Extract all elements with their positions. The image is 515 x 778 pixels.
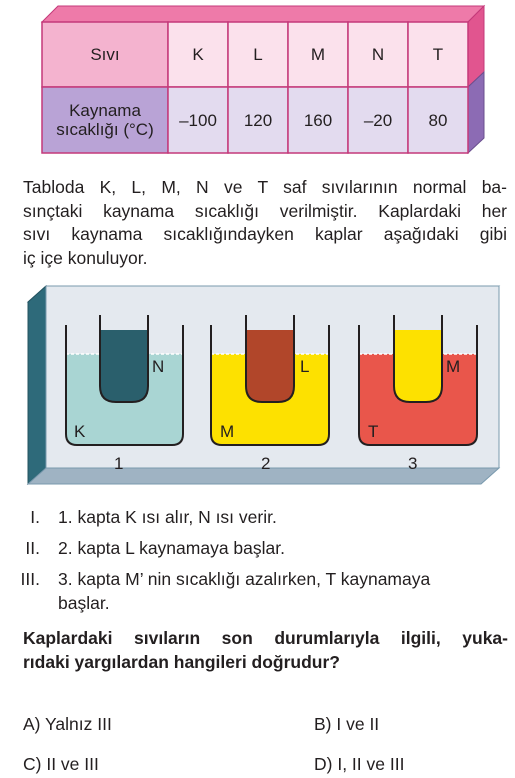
statement-number: I.: [30, 507, 40, 527]
paragraph-line: Tabloda K, L, M, N ve T saf sıvılarının normal ba-: [23, 177, 507, 197]
option-letter: D): [314, 754, 333, 774]
statement-number: III.: [20, 569, 40, 589]
statement-number: II.: [25, 538, 40, 558]
boiling-value-l: 120: [243, 110, 273, 130]
statement-text-continued: başlar.: [58, 593, 110, 613]
table-side-face-purple: [468, 72, 484, 153]
inner-liquid-m: [394, 330, 442, 402]
row2-header-line1: Kaynama: [69, 101, 141, 120]
option-text: II ve III: [46, 754, 99, 774]
option-letter: C): [23, 754, 42, 774]
figure-drawing: [0, 285, 515, 485]
boiling-point-table: [0, 0, 515, 165]
option-text: I ve II: [336, 714, 380, 734]
paragraph-line: sınçtaki kaynama sıcaklığı verilmiştir. Kaplardaki her: [23, 200, 507, 221]
column-name-t: T: [432, 45, 444, 64]
container-number-1: 1: [114, 454, 124, 473]
inner-label-2: L: [300, 357, 310, 376]
boiling-value-k: –100: [179, 110, 217, 130]
statement-2: [0, 537, 515, 561]
column-name-k: K: [192, 45, 204, 64]
option-c[interactable]: [23, 753, 99, 775]
boiling-value-n: –20: [363, 110, 393, 130]
table-top-face: [42, 6, 484, 22]
boiling-value-t: 80: [428, 110, 448, 130]
statement-3: [0, 568, 515, 616]
column-name-n: N: [371, 45, 385, 64]
inner-label-3: M: [446, 357, 461, 376]
outer-label-2: M: [220, 422, 235, 441]
option-letter: B): [314, 714, 332, 734]
option-b[interactable]: [314, 713, 379, 735]
statement-text: 3. kapta M’ nin sıcaklığı azalırken, T kaynamaya: [58, 569, 431, 589]
row1-header-label: Sıvı: [90, 45, 120, 64]
column-name-l: L: [253, 45, 263, 64]
nested-containers-figure: [0, 285, 515, 485]
inner-liquid-l: [246, 330, 294, 402]
question-line: Kaplardaki sıvıların son durumlarıyla ilgili, yuka-: [23, 628, 508, 648]
paragraph-line: iç içe konuluyor.: [23, 247, 148, 268]
paragraph-line: sıvı kaynama sıcaklığındayken kaplar aşağıdaki gibi: [23, 224, 507, 244]
question-text: [23, 626, 508, 674]
container-number-2: 2: [261, 454, 271, 473]
inner-liquid-n: [100, 330, 148, 402]
statement-1: [0, 506, 515, 530]
panel-side-face: [28, 286, 46, 484]
intro-paragraph: [23, 176, 507, 270]
question-line: rıdaki yargılardan hangileri doğrudur?: [23, 652, 340, 672]
outer-label-3: T: [368, 422, 379, 441]
row2-header-label: [42, 87, 168, 153]
option-text: Yalnız III: [45, 714, 112, 734]
statement-text: 2. kapta L kaynamaya başlar.: [58, 538, 285, 558]
option-a[interactable]: [23, 713, 112, 735]
option-d[interactable]: [314, 753, 404, 775]
column-name-m: M: [310, 45, 326, 64]
row2-header-line2: sıcaklığı (°C): [56, 120, 154, 139]
outer-label-1: K: [74, 422, 86, 441]
boiling-value-m: 160: [303, 110, 333, 130]
inner-label-1: N: [152, 357, 165, 376]
statement-text: 1. kapta K ısı alır, N ısı verir.: [58, 507, 277, 527]
container-number-3: 3: [408, 454, 418, 473]
option-text: I, II ve III: [337, 754, 405, 774]
option-letter: A): [23, 714, 41, 734]
